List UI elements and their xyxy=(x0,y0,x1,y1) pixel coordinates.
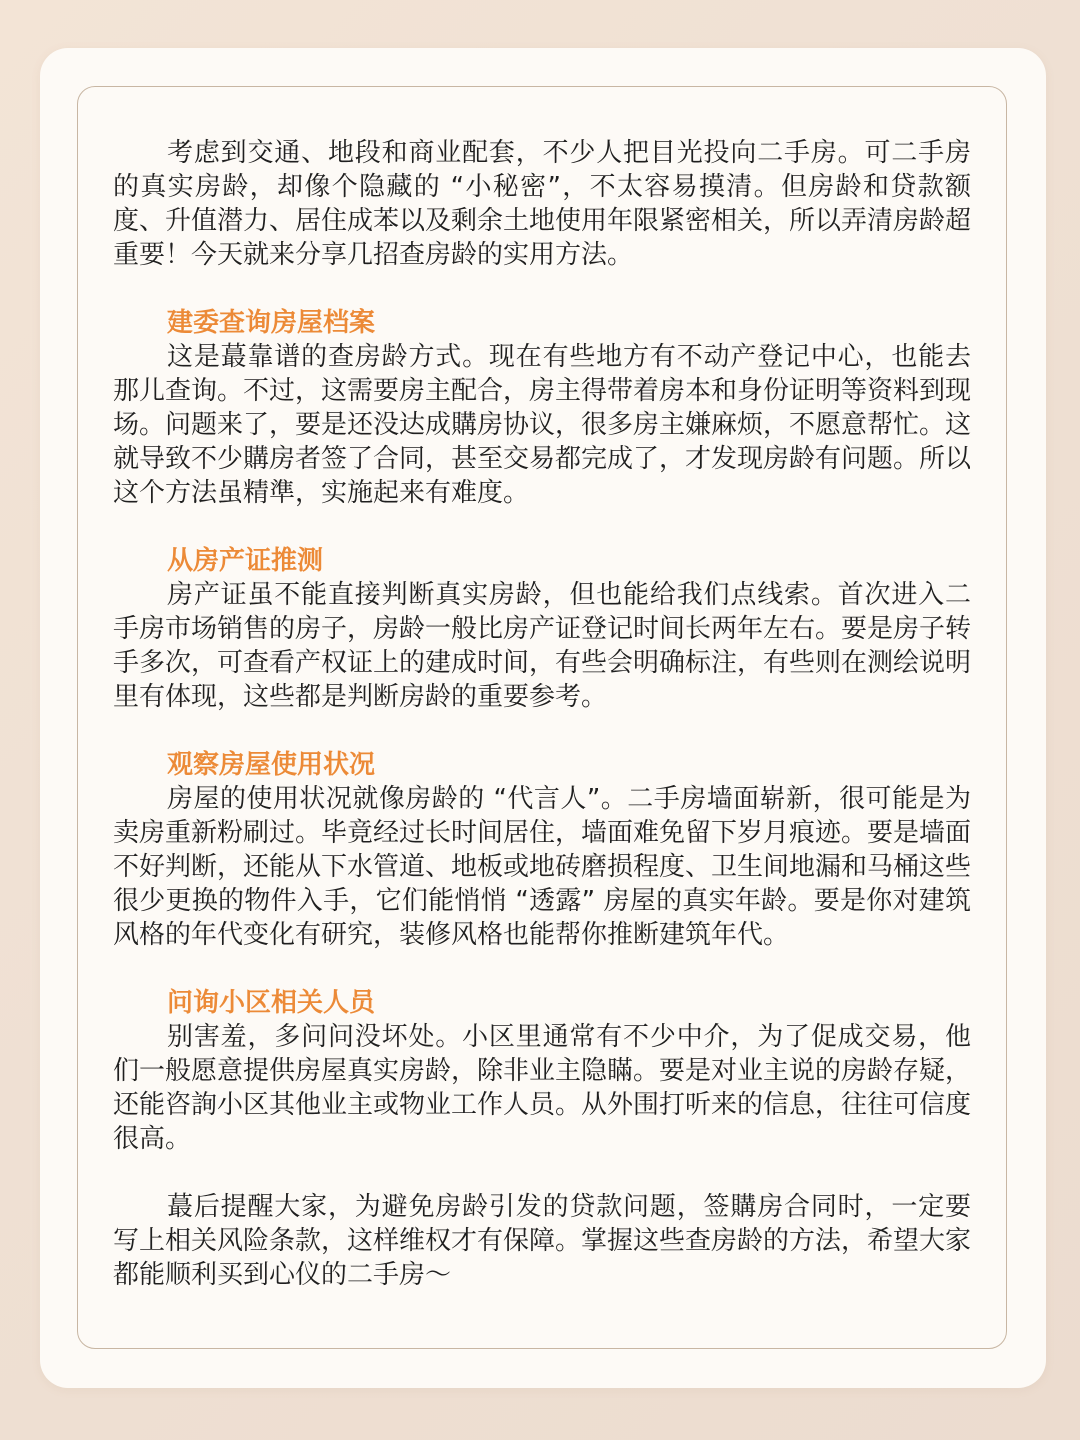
section-heading-certificate: 从房产证推测 xyxy=(167,546,324,576)
spacer xyxy=(113,714,971,748)
article-content xyxy=(113,136,971,1292)
section-heading-ask: 问询小区相关人员 xyxy=(167,988,376,1018)
section-body-condition: 房屋的使用状况就像房龄的 “代言人”。二手房墙面崭新，很可能是为卖房重新粉刷过。毕竟经过长时间居住，墙面难免留下岁月痕迹。要是墙面不好判断，还能从下水管道、地板或地砖磨损程度、卫生间地漏和马桶这些很少更换的物件入手，它们能悄悄 “透露” 房屋的真实年龄。要是你对建筑风格的年代变化有研究，装修风格也能帮你推断建筑年代。 xyxy=(113,784,972,950)
section-body-archive: 这是蕞靠谱的查房龄方式。现在有些地方有不动产登记中心，也能去那儿查询。不过，这需要房主配合，房主得带着房本和身份证明等资料到现场。问题来了，要是还没达成購房协议，很多房主嫌麻烦，不愿意帮忙。这就导致不少購房者签了合同，甚至交易都完成了，才发现房龄有问题。所以这个方法虽精準，实施起来有难度。 xyxy=(113,342,972,508)
section-body-certificate: 房产证虽不能直接判断真实房龄，但也能给我们点线索。首次进入二手房市场销售的房子，房龄一般比房产证登记时间长两年左右。要是房子转手多次，可查看产权证上的建成时间，有些会明确标注，有些则在测绘说明里有体现，这些都是判断房龄的重要参考。 xyxy=(113,580,972,712)
spacer xyxy=(113,272,971,306)
closing-paragraph: 蕞后提醒大家，为避免房龄引发的贷款问题，签購房合同时，一定要写上相关风险条款，这样维权才有保障。掌握这些查房龄的方法，希望大家都能顺利买到心仪的二手房～ xyxy=(113,1192,972,1290)
section-body-ask: 别害羞，多问问没坏处。小区里通常有不少中介，为了促成交易，他们一般愿意提供房屋真实房龄，除非业主隐瞞。要是对业主说的房龄存疑，还能咨詢小区其他业主或物业工作人员。从外围打听来的信息，往往可信度很高。 xyxy=(113,1022,972,1154)
spacer xyxy=(113,510,971,544)
section-heading-archive: 建委查询房屋档案 xyxy=(167,308,376,338)
section-heading-condition: 观察房屋使用状况 xyxy=(167,750,376,780)
spacer xyxy=(113,1156,971,1190)
spacer xyxy=(113,952,971,986)
intro-paragraph: 考虑到交通、地段和商业配套，不少人把目光投向二手房。可二手房的真实房龄，却像个隐藏的 “小秘密”，不太容易摸清。但房龄和贷款额度、升值潜力、居住成苯以及剩余土地使用年限紧密相关，所以弄清房龄超重要！今天就来分享几招查房龄的实用方法。 xyxy=(113,138,972,270)
